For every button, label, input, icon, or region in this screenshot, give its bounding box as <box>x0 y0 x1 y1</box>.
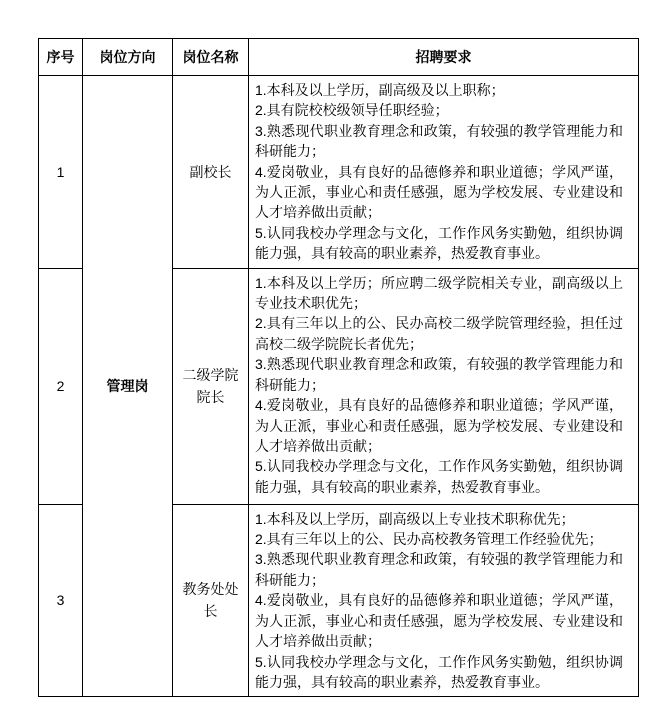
requirement-item: 1.本科及以上学历，副高级及以上职称； <box>255 82 505 98</box>
requirements-cell <box>249 268 639 504</box>
header-recruitment-requirements: 招聘要求 <box>249 39 639 76</box>
requirement-item: 5.认同我校办学理念与文化，工作作风务实勤勉，组织协调能力强，具有较高的职业素养，热爱教育事业。 <box>255 224 623 262</box>
header-row <box>39 39 639 76</box>
requirement-item: 3.熟悉现代职业教育理念和政策，有较强的教学管理能力和科研能力； <box>255 356 623 393</box>
position-name-cell: 二级学院院长 <box>173 268 249 504</box>
table-row <box>39 76 639 269</box>
requirement-item: 1.本科及以上学历，副高级以上专业技术职称优先； <box>255 510 575 527</box>
header-serial-number: 序号 <box>39 39 83 76</box>
position-name-cell: 副校长 <box>173 76 249 269</box>
serial-number-cell: 2 <box>39 268 83 504</box>
requirement-item: 2.具有院校校级领导任职经验； <box>255 102 449 119</box>
requirement-item: 4.爱岗敬业，具有良好的品德修养和职业道德；学风严谨，为人正派，事业心和责任感强，愿为学校发展、专业建设和人才培养做出贡献； <box>255 397 623 454</box>
requirement-item: 4.爱岗敬业，具有良好的品德修养和职业道德；学风严谨，为人正派，事业心和责任感强，愿为学校发展、专业建设和人才培养做出贡献； <box>255 592 623 650</box>
requirement-item: 2.具有三年以上的公、民办高校二级学院管理经验，担任过高校二级学院院长者优先； <box>255 315 623 352</box>
requirement-item: 5.认同我校办学理念与文化，工作作风务实勤勉，组织协调能力强，具有较高的职业素养，热爱教育事业。 <box>255 458 623 495</box>
serial-number-cell: 1 <box>39 76 83 269</box>
requirement-item: 3.熟悉现代职业教育理念和政策，有较强的教学管理能力和科研能力； <box>255 122 623 160</box>
requirements-cell <box>249 76 639 269</box>
position-direction-cell: 管理岗 <box>83 76 173 697</box>
serial-number-cell: 3 <box>39 504 83 697</box>
requirement-item: 5.认同我校办学理念与文化，工作作风务实勤勉，组织协调能力强，具有较高的职业素养，热爱教育事业。 <box>255 653 623 690</box>
recruitment-table <box>38 38 639 697</box>
requirement-item: 3.熟悉现代职业教育理念和政策，有较强的教学管理能力和科研能力； <box>255 551 623 588</box>
requirement-item: 4.爱岗敬业，具有良好的品德修养和职业道德；学风严谨，为人正派，事业心和责任感强，愿为学校发展、专业建设和人才培养做出贡献； <box>255 163 623 221</box>
requirements-cell <box>249 504 639 697</box>
position-name-cell: 教务处处长 <box>173 504 249 697</box>
header-position-direction: 岗位方向 <box>83 39 173 76</box>
header-position-name: 岗位名称 <box>173 39 249 76</box>
requirement-item: 1.本科及以上学历；所应聘二级学院相关专业，副高级以上专业技术职优先； <box>255 274 623 312</box>
requirement-item: 2.具有三年以上的公、民办高校教务管理工作经验优先； <box>255 531 603 548</box>
